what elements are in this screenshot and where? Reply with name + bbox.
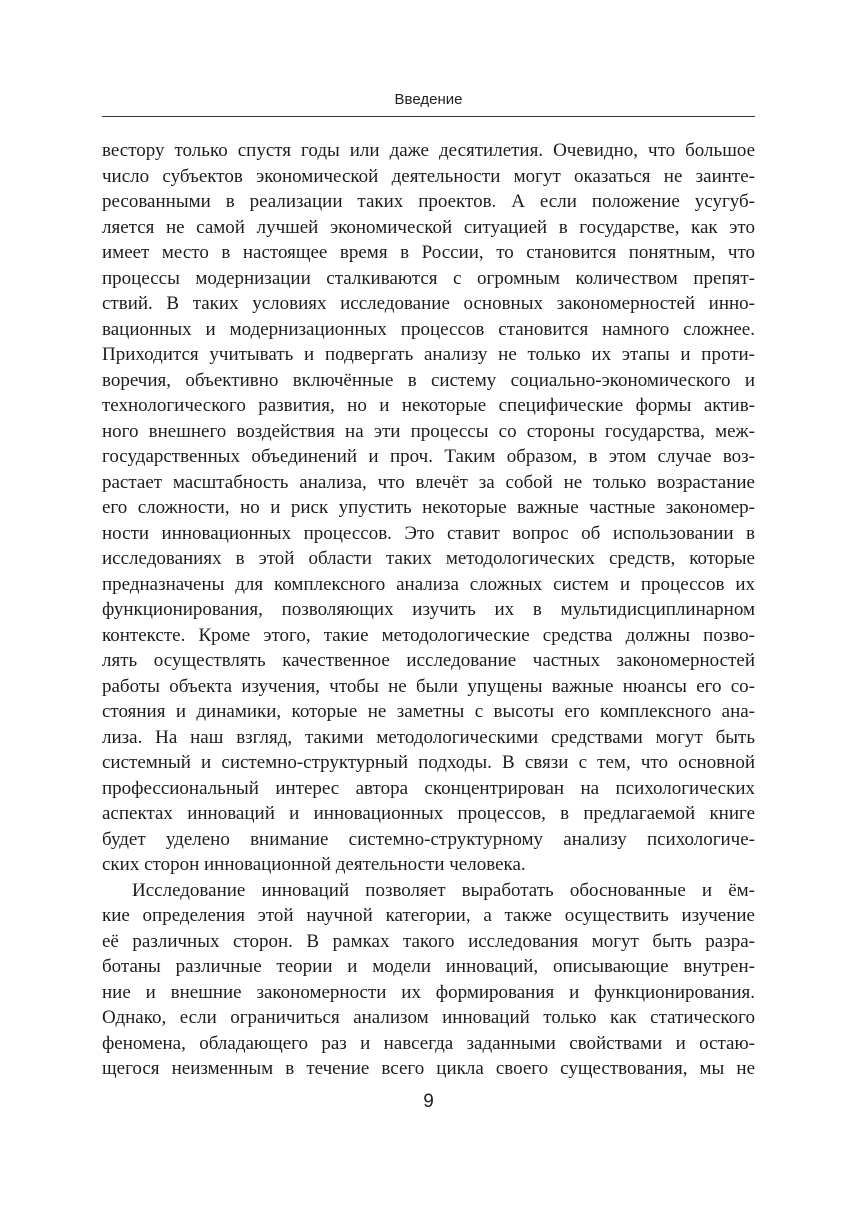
text-line: лиза. На наш взгляд, такими методологическими средствами могут быть — [102, 726, 755, 748]
text-line: функционирования, позволяющих изучить их в мультидисциплинарном — [102, 599, 755, 620]
text-line: государственных объединений и проч. Таким образом, в этом случае воз- — [102, 446, 755, 467]
text-line: число субъектов экономической деятельности могут оказаться не заинте- — [102, 165, 755, 187]
paragraph-1 — [102, 138, 755, 878]
text-line: воречия, объективно включённые в систему социально-экономического и — [102, 369, 755, 391]
text-line: ских сторон инновационной деятельности человека. — [102, 854, 526, 875]
text-line: вестору только спустя годы или даже десятилетия. Очевидно, что большое — [102, 140, 755, 161]
text-line: контексте. Кроме этого, такие методологические средства должны позво- — [102, 624, 755, 646]
text-line: его сложности, но и риск упустить некоторые важные частные закономер- — [102, 497, 755, 518]
running-header-title: Введение — [394, 91, 463, 108]
text-line: растает масштабность анализа, что влечёт за собой не только возрастание — [102, 471, 755, 493]
text-line: кие определения этой научной категории, а также осуществить изучение — [102, 905, 755, 926]
text-line: работы объекта изучения, чтобы не были упущены важные нюансы его со- — [102, 675, 755, 697]
text-line: будет уделено внимание системно-структурному анализу психологиче- — [102, 828, 755, 850]
text-line: профессиональный интерес автора сконцентрирован на психологических — [102, 777, 755, 799]
text-line: Однако, если ограничиться анализом инноваций только как статического — [102, 1007, 755, 1028]
text-line: процессы модернизации сталкиваются с огромным количеством препят- — [102, 267, 755, 289]
text-line: аспектах инноваций и инновационных процессов, в предлагаемой книге — [102, 803, 755, 824]
text-line: ние и внешние закономерности их формирования и функционирования. — [102, 981, 755, 1003]
text-line: предназначены для комплексного анализа сложных систем и процессов их — [102, 573, 755, 595]
text-line: Приходится учитывать и подвергать анализу не только их этапы и проти- — [102, 344, 755, 365]
text-line: системный и системно-структурный подходы. В связи с тем, что основной — [102, 752, 755, 773]
text-line: технологического развития, но и некоторые специфические формы актив- — [102, 395, 755, 416]
text-line: Исследование инноваций позволяет выработать обоснованные и ём- — [132, 879, 755, 901]
text-line: лять осуществлять качественное исследование частных закономерностей — [102, 650, 755, 671]
text-line: ботаны различные теории и модели инноваций, описывающие внутрен- — [102, 956, 755, 977]
text-line: ресованными в реализации таких проектов. А если положение усугуб- — [102, 191, 755, 212]
text-line: ного внешнего воздействия на эти процессы со стороны государства, меж- — [102, 420, 755, 442]
text-line: щегося неизменным в течение всего цикла своего существования, мы не — [102, 1058, 755, 1079]
text-line: исследованиях в этой области таких методологических средств, которые — [102, 548, 755, 569]
text-line: имеет место в настоящее время в России, то становится понятным, что — [102, 242, 755, 263]
text-line: вационных и модернизационных процессов становится намного сложнее. — [102, 318, 755, 340]
page-number: 9 — [423, 1091, 434, 1112]
text-line: ствий. В таких условиях исследование основных закономерностей инно- — [102, 293, 755, 314]
text-line: феномена, обладающего раз и навсегда заданными свойствами и остаю- — [102, 1032, 755, 1054]
text-line: ляется не самой лучшей экономической ситуацией в государстве, как это — [102, 216, 755, 238]
text-line: стояния и динамики, которые не заметны с высоты его комплексного ана- — [102, 701, 755, 722]
body-text — [102, 138, 755, 1082]
paragraph-2 — [102, 878, 755, 1082]
running-header — [102, 90, 755, 117]
text-line: ности инновационных процессов. Это ставит вопрос об использовании в — [102, 522, 755, 544]
text-line: её различных сторон. В рамках такого исследования могут быть разра- — [102, 930, 755, 952]
